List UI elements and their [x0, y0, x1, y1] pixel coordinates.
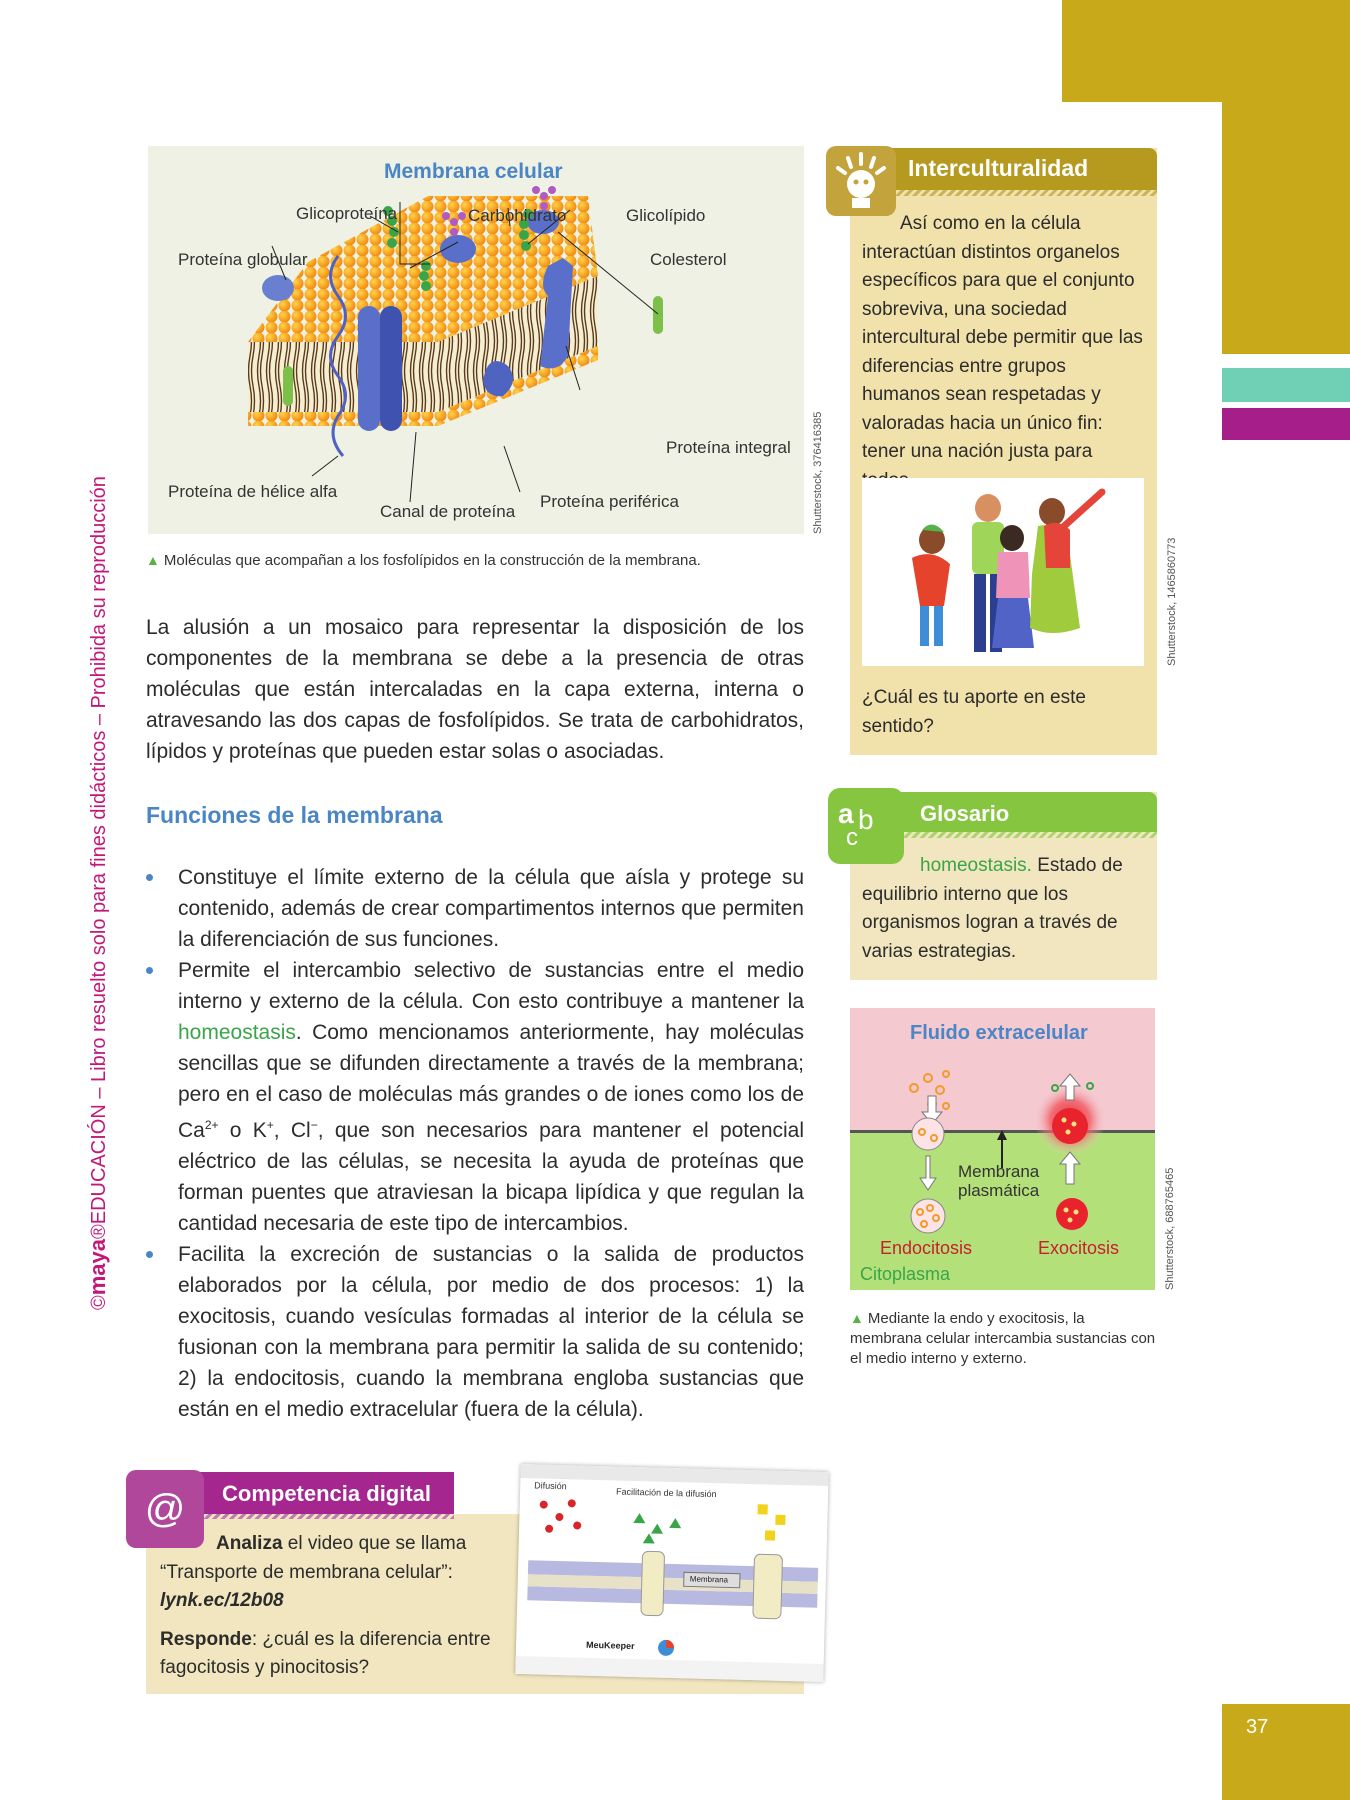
- membrane-figure: [148, 146, 804, 534]
- membrane-illustration: [148, 146, 804, 534]
- label-proteina-periferica: Proteína periférica: [540, 492, 679, 511]
- label-proteina-globular: Proteína globular: [178, 250, 308, 269]
- side-decoration-magenta: [1222, 408, 1350, 440]
- membrane-label: Membrana plasmática: [958, 1162, 1040, 1200]
- label-glicoproteina: Glicoproteína: [296, 204, 398, 223]
- abc-icon: a b c: [828, 788, 904, 864]
- image-credit-3: Shutterstock, 688765465: [1164, 1167, 1176, 1290]
- function-list: [146, 862, 804, 1425]
- citoplasma-label: Citoplasma: [860, 1264, 951, 1284]
- header-stripe: [850, 190, 1157, 196]
- homeostasis-term: homeostasis: [178, 1021, 296, 1044]
- side-decoration-teal: [1222, 368, 1350, 402]
- list-item: Permite el intercambio selectivo de sustancias entre el medio interno y externo de la célula. Con esto contribuye a mantener la homeostasis. Como mencionamos anteriormente, hay moléculas sencillas que se difunden directamente a través de la membrana; pero en el caso de moléculas más grandes o de iones como los de $Ca^{2+}$ o K+, Cl−, que son necesarios para mantener el potencial eléctrico de las células, se necesita la ayuda de proteínas que forman puentes que atraviesan la bicapa lipídica y que regulan la cantidad necesaria de este tipo de intercambios.: [146, 955, 804, 1239]
- digital-competence-title: Competencia digital: [222, 1481, 432, 1506]
- label-glicolipido: Glicolípido: [626, 206, 706, 225]
- glossary-title: Glosario: [920, 801, 1010, 826]
- corner-decoration: [1062, 0, 1350, 102]
- figure-caption-1: ▲ Moléculas que acompañan a los fosfolípidos en la construcción de la membrana.: [146, 552, 701, 569]
- header-stripe: [200, 1514, 454, 1519]
- side-copyright-text: ©maya®EDUCACIÓN – Libro resuelto solo para fines didácticos – Prohibida su reproducción: [85, 476, 110, 1310]
- label-carbohidrato: Carbohidrato: [468, 206, 567, 225]
- endocitosis-label: Endocitosis: [880, 1238, 973, 1258]
- list-item: Facilita la excreción de sustancias o la salida de productos elaborados por la célula, por medio de dos procesos: 1) la exocitosis, cuando vesículas formadas al interior de la célula se fusionan con la membrana para permitir la salida de su contenido; 2) la endocitosis, cuando la membrana engloba sustancias que están en el medio extracelular (fuera de la célula).: [146, 1239, 804, 1425]
- fluid-figure-title: Fluido extracelular: [910, 1022, 1088, 1044]
- page-number-block: [1222, 1704, 1350, 1800]
- interculturalidad-text: Así como en la célula interactúan distintos organelos específicos para que el conjunto sobreviva, una sociedad intercultural debe permitir que las diferencias entre grupos humanos sean respetadas y valoradas hacia un único fin: tener una nación justa para: [862, 213, 1143, 462]
- exocitosis-label: Exocitosis: [1038, 1238, 1120, 1258]
- figure-title: Membrana celular: [384, 160, 563, 183]
- label-canal-proteina: Canal de proteína: [380, 502, 516, 521]
- culture-icon: [826, 146, 896, 216]
- label-proteina-helice: Proteína de hélice alfa: [168, 482, 338, 501]
- image-credit-1: Shutterstock, 376416385: [812, 411, 824, 534]
- caption-triangle-icon: ▲: [146, 552, 160, 568]
- list-item: Constituye el límite externo de la célula que aísla y protege su contenido, además de crear compartimentos internos que permiten la diferenciación de sus funciones.: [146, 862, 804, 955]
- video-thumbnail[interactable]: Difusión Facilitación de la difusión Membrana MeuKeeper: [515, 1464, 828, 1682]
- page-number: 37: [1246, 1716, 1269, 1738]
- header-stripe: [900, 832, 1157, 838]
- image-credit-2: Shutterstock, 1465860773: [1166, 537, 1178, 666]
- glossary-definition: homeostasis. Estado de equilibrio interno que los organismos logran a través de varias estrategias.: [862, 855, 1123, 962]
- label-colesterol: Colesterol: [650, 250, 727, 269]
- at-sign-icon: @: [126, 1470, 204, 1548]
- section-heading: Funciones de la membrana: [146, 802, 443, 828]
- digital-competence-text: Analiza el video que se llama “Transporte de membrana celular”: lynk.ec/12b08 Responde: ¿cuál es la diferencia entre fagocitosis y pinocitosis?: [160, 1533, 491, 1678]
- intro-paragraph: La alusión a un mosaico para representar la disposición de los componentes de la membrana se debe a la presencia de otras moléculas que están intercaladas en la capa externa, interna o atravesando las dos capas de fosfolípidos. Se trata de carbohidratos, lípidos y proteínas que pueden estar solas o asociadas.: [146, 616, 804, 763]
- figure-caption-2: ▲ Mediante la endo y exocitosis, la membrana celular intercambia sustancias con el medio interno y externo.: [850, 1310, 1156, 1367]
- caption-triangle-icon: ▲: [850, 1310, 864, 1326]
- interculturalidad-title: Interculturalidad: [908, 155, 1089, 181]
- video-link[interactable]: lynk.ec/12b08: [160, 1590, 284, 1611]
- dancing-people-illustration: [862, 478, 1144, 666]
- interculturalidad-question: ¿Cuál es tu aporte en este sentido?: [862, 687, 1086, 737]
- label-proteina-integral: Proteína integral: [666, 438, 791, 457]
- side-decoration-gold: [1222, 102, 1350, 354]
